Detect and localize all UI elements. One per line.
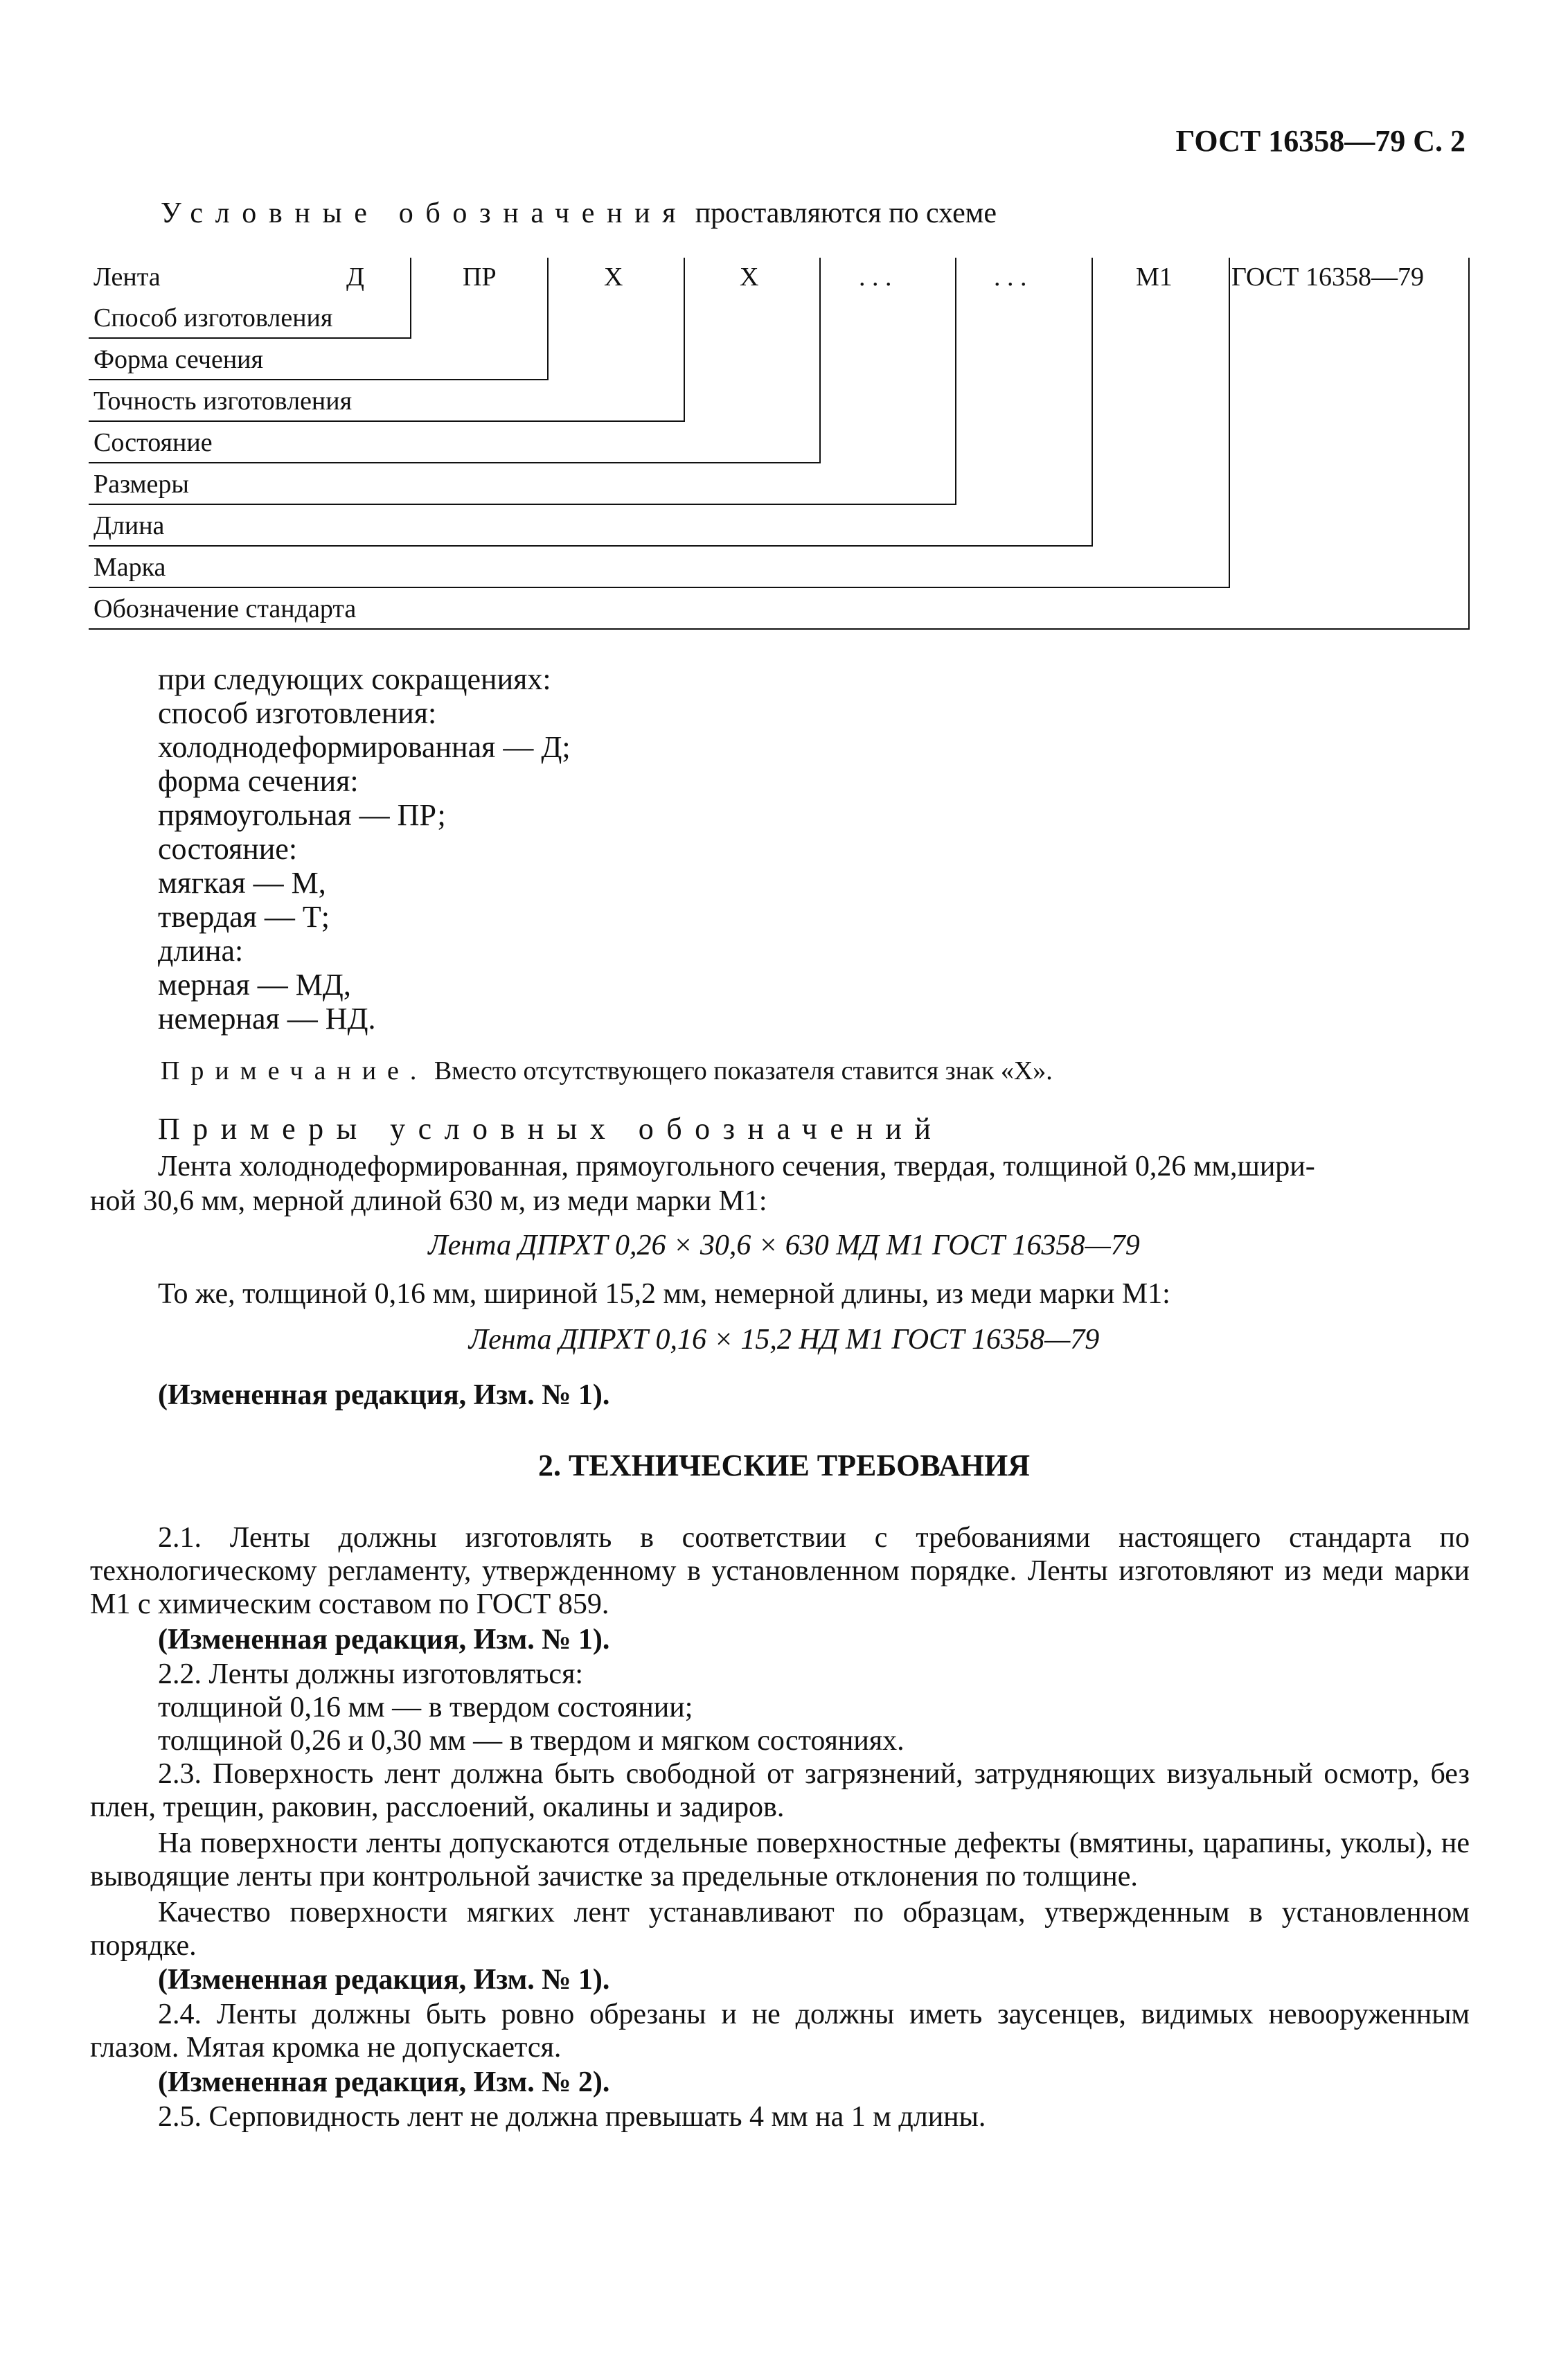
scheme-vline <box>684 258 685 420</box>
scheme-hline <box>89 462 821 463</box>
amendment-note: (Измененная редакция, Изм. № 1). <box>158 1624 610 1656</box>
scheme-vline <box>1468 258 1470 628</box>
paragraph-2-3: 2.3. Поверхность лент должна быть свободной от загрязнений, затрудняющих визуальный осмотр, без плен, трещин, раковин, расслоений, окалины и задиров. <box>90 1758 1470 1823</box>
abbrev-line: при следующих сокращениях: <box>158 662 551 696</box>
abbrev-line: форма сечения: <box>158 764 359 798</box>
abbrev-line: прямоугольная — ПР; <box>158 798 446 832</box>
example2-line: То же, толщиной 0,16 мм, шириной 15,2 мм, немерной длины, из меди марки М1: <box>158 1278 1170 1310</box>
scheme-intro <box>161 197 997 230</box>
paragraph-2-2: 2.2. Ленты должны изготовляться: <box>158 1658 584 1690</box>
scheme-cell-x2: Х <box>740 263 759 292</box>
section-title: 2. ТЕХНИЧЕСКИЕ ТРЕБОВАНИЯ <box>538 1448 1030 1482</box>
scheme-vline <box>955 258 956 504</box>
note-label: Примечание. <box>161 1056 428 1085</box>
example2-code: Лента ДПРХТ 0,16 × 15,2 НД М1 ГОСТ 16358—79 <box>468 1324 1100 1356</box>
paragraph-2-3b: На поверхности ленты допускаются отдельные поверхностные дефекты (вмятины, царапины, уколы), не выводящие ленты при контрольной зачистке за предельные отклонения по толщине. <box>90 1827 1470 1892</box>
paragraph-2-2b: толщиной 0,26 и 0,30 мм — в твердом и мягком состояниях. <box>158 1725 905 1757</box>
examples-heading: Примеры условных обозначений <box>158 1112 944 1146</box>
scheme-cell-d: Д <box>346 263 364 292</box>
paragraph-2-4: 2.4. Ленты должны быть ровно обрезаны и не должны иметь заусенцев, видимых невооруженным глазом. Мятая кромка не допускается. <box>90 1998 1470 2064</box>
scheme-hline <box>89 587 1230 588</box>
abbrev-line: мерная — МД, <box>158 968 351 1002</box>
scheme-vline <box>1229 258 1230 587</box>
scheme-hline <box>89 337 411 339</box>
scheme-hline <box>89 545 1093 547</box>
scheme-row-label: Состояние <box>93 428 213 457</box>
example1-code: Лента ДПРХТ 0,26 × 30,6 × 630 МД М1 ГОСТ 16358—79 <box>428 1230 1140 1261</box>
scheme-cell-lenta: Лента <box>93 263 161 292</box>
scheme-hline <box>89 628 1470 630</box>
scheme-row-label: Обозначение стандарта <box>93 594 357 623</box>
scheme-cell-dots2: . . . <box>994 263 1027 292</box>
scheme-vline <box>410 258 411 337</box>
scheme-hline <box>89 379 549 380</box>
note-text: Вместо отсутствующего показателя ставится знак «Х». <box>434 1056 1053 1085</box>
abbrev-line: холоднодеформированная — Д; <box>158 730 571 764</box>
scheme-vline <box>1092 258 1093 545</box>
scheme-row-label: Способ изготовления <box>93 303 333 333</box>
scheme-cell-pr: ПР <box>463 263 497 292</box>
page-header: ГОСТ 16358—79 С. 2 <box>1175 124 1465 158</box>
scheme-row-label: Длина <box>93 511 165 540</box>
amendment-note: (Измененная редакция, Изм. № 1). <box>158 1964 610 1996</box>
scheme-vline <box>547 258 549 379</box>
examples-amendment: (Измененная редакция, Изм. № 1). <box>158 1379 610 1411</box>
scheme-cell-x1: Х <box>604 263 623 292</box>
scheme-row-label: Размеры <box>93 470 189 499</box>
abbrev-line: твердая — Т; <box>158 900 330 934</box>
scheme-vline <box>819 258 821 462</box>
scheme-row-label: Форма сечения <box>93 345 263 374</box>
scheme-intro-spaced: Условные обозначения <box>161 197 688 229</box>
example1-line2: ной 30,6 мм, мерной длиной 630 м, из меди марки М1: <box>90 1185 767 1217</box>
paragraph-2-1: 2.1. Ленты должны изготовлять в соответствии с требованиями настоящего стандарта по технологическому регламенту, утвержденному в установленном порядке. Ленты изготовляют из меди марки М1 с химическим составом по ГОСТ 859. <box>90 1522 1470 1620</box>
example1-line1: Лента холоднодеформированная, прямоугольного сечения, твердая, толщиной 0,26 мм,шири- <box>158 1151 1315 1182</box>
note <box>161 1056 1053 1086</box>
abbrev-line: мягкая — М, <box>158 866 326 900</box>
paragraph-2-3c: Качество поверхности мягких лент устанавливают по образцам, утвержденным в установленном порядке. <box>90 1897 1470 1962</box>
abbrev-line: длина: <box>158 934 244 968</box>
abbrev-line: немерная — НД. <box>158 1002 376 1036</box>
scheme-cell-gost: ГОСТ 16358—79 <box>1231 263 1424 292</box>
scheme-hline <box>89 420 685 422</box>
paragraph-2-2a: толщиной 0,16 мм — в твердом состоянии; <box>158 1692 693 1723</box>
scheme-row-label: Марка <box>93 553 166 582</box>
amendment-note: (Измененная редакция, Изм. № 2). <box>158 2066 610 2098</box>
scheme-intro-rest: проставляются по схеме <box>695 197 997 229</box>
scheme-row-label: Точность изготовления <box>93 387 353 416</box>
abbrev-line: состояние: <box>158 832 298 866</box>
scheme-cell-dots1: . . . <box>859 263 892 292</box>
paragraph-2-5: 2.5. Серповидность лент не должна превышать 4 мм на 1 м длины. <box>158 2101 986 2133</box>
scheme-cell-m1: М1 <box>1136 263 1173 292</box>
scheme-hline <box>89 504 956 505</box>
abbrev-line: способ изготовления: <box>158 696 437 730</box>
